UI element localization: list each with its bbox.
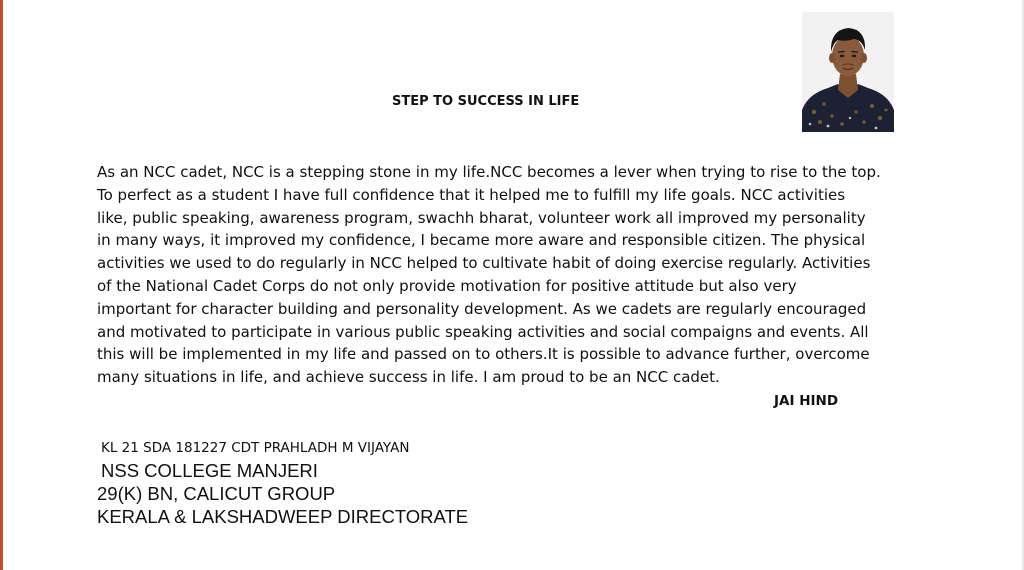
portrait-image: [802, 12, 894, 132]
portrait-photo: [802, 12, 894, 132]
body-paragraph: As an NCC cadet, NCC is a stepping stone in my life.NCC becomes a lever when trying to rise to the top. To perfect as a student I have full confidence that it helped me to fulfill my life goals. NCC activities like, public speaking, awareness program, swachh bharat, volunteer work all improved my personality in many ways, it improved my confidence, I became more aware and responsible citizen. The physical activities we used to do regularly in NCC helped to cultivate habit of doing exercise regularly. Activities of the National Cadet Corps do not only provide motivation for positive attitude but also very important for character building and personality development. As we cadets are regularly encouraged and motivated to participate in various public speaking activities and social compaigns and events. All this will be implemented in my life and passed on to others.It is possible to advance further, overcome many situations in life, and achieve success in life. I am proud to be an NCC cadet.: [97, 163, 881, 387]
document-title: STEP TO SUCCESS IN LIFE: [392, 94, 580, 109]
directorate-line: KERALA & LAKSHADWEEP DIRECTORATE: [97, 506, 469, 527]
college-line: NSS COLLEGE MANJERI: [101, 460, 318, 481]
left-edge-accent: [0, 0, 3, 570]
author-id-line: KL 21 SDA 181227 CDT PRAHLADH M VIJAYAN: [101, 440, 410, 456]
unit-line: 29(K) BN, CALICUT GROUP: [97, 483, 336, 504]
sign-off: JAI HIND: [774, 393, 839, 409]
